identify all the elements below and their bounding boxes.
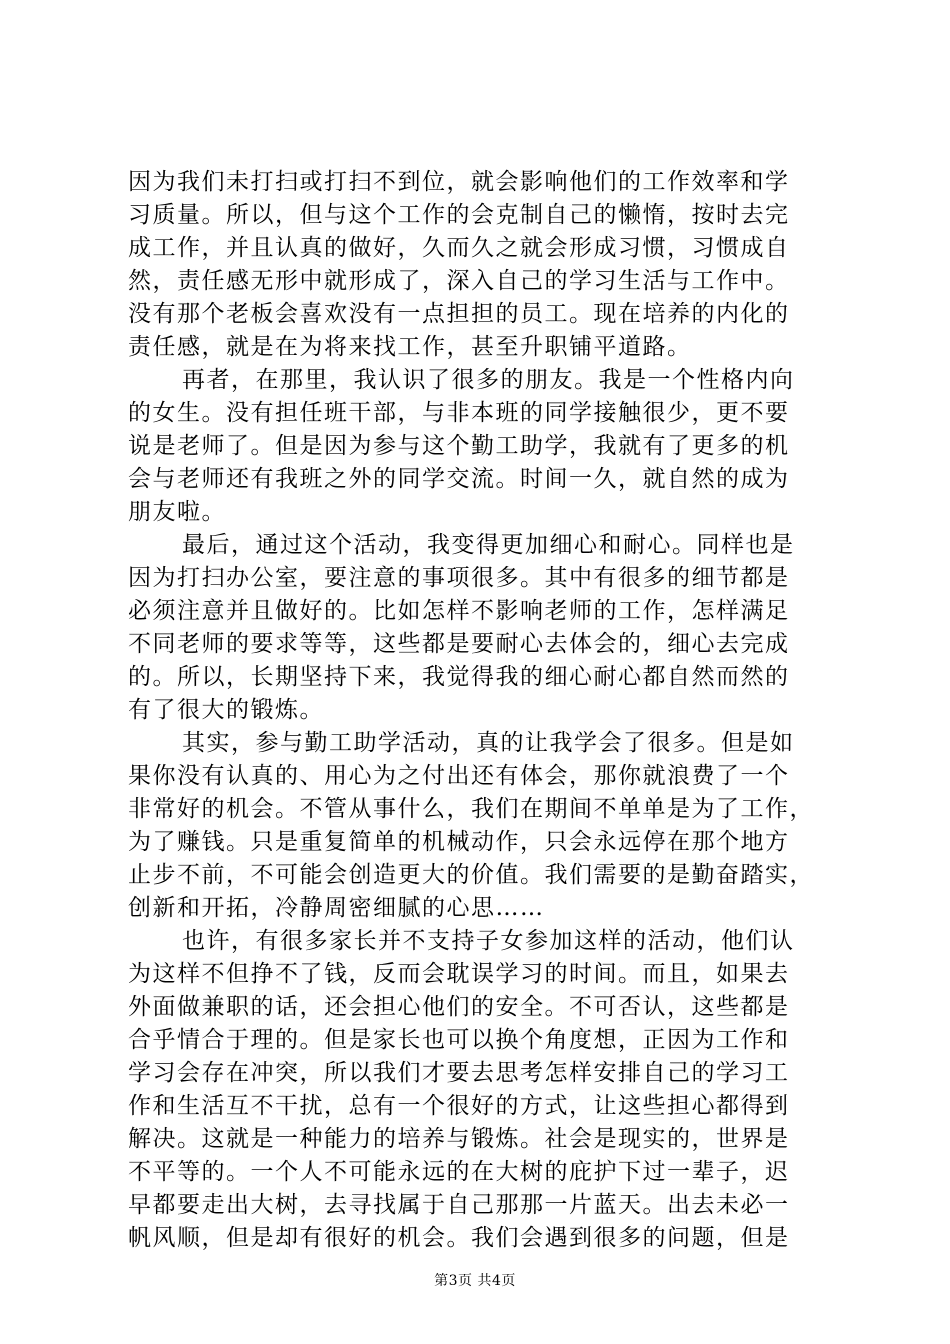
text-line: 最后，通过这个活动，我变得更加细心和耐心。同样也是 xyxy=(182,532,795,558)
text-line: 早都要走出大树，去寻找属于自己那那一片蓝天。出去未必一 xyxy=(128,1192,790,1218)
text-line: 必须注意并且做好的。比如怎样不影响老师的工作，怎样满足 xyxy=(128,598,790,624)
text-line: 其实，参与勤工助学活动，真的让我学会了很多。但是如 xyxy=(182,730,795,756)
text-line: 责任感，就是在为将来找工作，甚至升职铺平道路。 xyxy=(128,334,692,360)
document-body xyxy=(128,166,830,1255)
text-line: 习质量。所以，但与这个工作的会克制自己的懒惰，按时去完 xyxy=(128,202,790,228)
text-line: 帆风顺，但是却有很好的机会。我们会遇到很多的问题，但是 xyxy=(128,1225,790,1251)
text-line: 解决。这就是一种能力的培养与锻炼。社会是现实的，世界是 xyxy=(128,1126,790,1152)
page-footer: 第3页 共4页 xyxy=(434,1273,516,1289)
text-line: 说是老师了。但是因为参与这个勤工助学，我就有了更多的机 xyxy=(128,433,790,459)
text-line: 止步不前，不可能会创造更大的价值。我们需要的是勤奋踏实， xyxy=(128,862,814,888)
text-line: 成工作，并且认真的做好，久而久之就会形成习惯，习惯成自 xyxy=(128,235,790,261)
text-line: 非常好的机会。不管从事什么，我们在期间不单单是为了工作， xyxy=(128,796,814,822)
text-line: 合乎情合于理的。但是家长也可以换个角度想，正因为工作和 xyxy=(128,1027,790,1053)
text-line: 外面做兼职的话，还会担心他们的安全。不可否认，这些都是 xyxy=(128,994,790,1020)
text-line: 为这样不但挣不了钱，反而会耽误学习的时间。而且，如果去 xyxy=(128,961,790,987)
text-line: 为了赚钱。只是重复简单的机械动作，只会永远停在那个地方 xyxy=(128,829,790,855)
text-line: 不同老师的要求等等，这些都是要耐心去体会的，细心去完成 xyxy=(128,631,790,657)
text-line: 的女生。没有担任班干部，与非本班的同学接触很少，更不要 xyxy=(128,400,790,426)
text-line: 创新和开拓，冷静周密细腻的心思…… xyxy=(128,895,545,921)
text-line: 因为我们未打扫或打扫不到位，就会影响他们的工作效率和学 xyxy=(128,169,790,195)
text-line: 因为打扫办公室，要注意的事项很多。其中有很多的细节都是 xyxy=(128,565,790,591)
text-line: 的。所以，长期坚持下来，我觉得我的细心耐心都自然而然的 xyxy=(128,664,790,690)
text-line: 果你没有认真的、用心为之付出还有体会，那你就浪费了一个 xyxy=(128,763,790,789)
text-line: 也许，有很多家长并不支持子女参加这样的活动，他们认 xyxy=(182,928,795,954)
text-line: 再者，在那里，我认识了很多的朋友。我是一个性格内向 xyxy=(182,367,795,393)
text-line: 朋友啦。 xyxy=(128,499,226,525)
text-line: 然，责任感无形中就形成了，深入自己的学习生活与工作中。 xyxy=(128,268,790,294)
text-line: 学习会存在冲突，所以我们才要去思考怎样安排自己的学习工 xyxy=(128,1060,790,1086)
text-line: 作和生活互不干扰，总有一个很好的方式，让这些担心都得到 xyxy=(128,1093,790,1119)
text-line: 有了很大的锻炼。 xyxy=(128,697,324,723)
text-line: 会与老师还有我班之外的同学交流。时间一久，就自然的成为 xyxy=(128,466,790,492)
text-line: 没有那个老板会喜欢没有一点担担的员工。现在培养的内化的 xyxy=(128,301,790,327)
text-line: 不平等的。一个人不可能永远的在大树的庇护下过一辈子，迟 xyxy=(128,1159,790,1185)
